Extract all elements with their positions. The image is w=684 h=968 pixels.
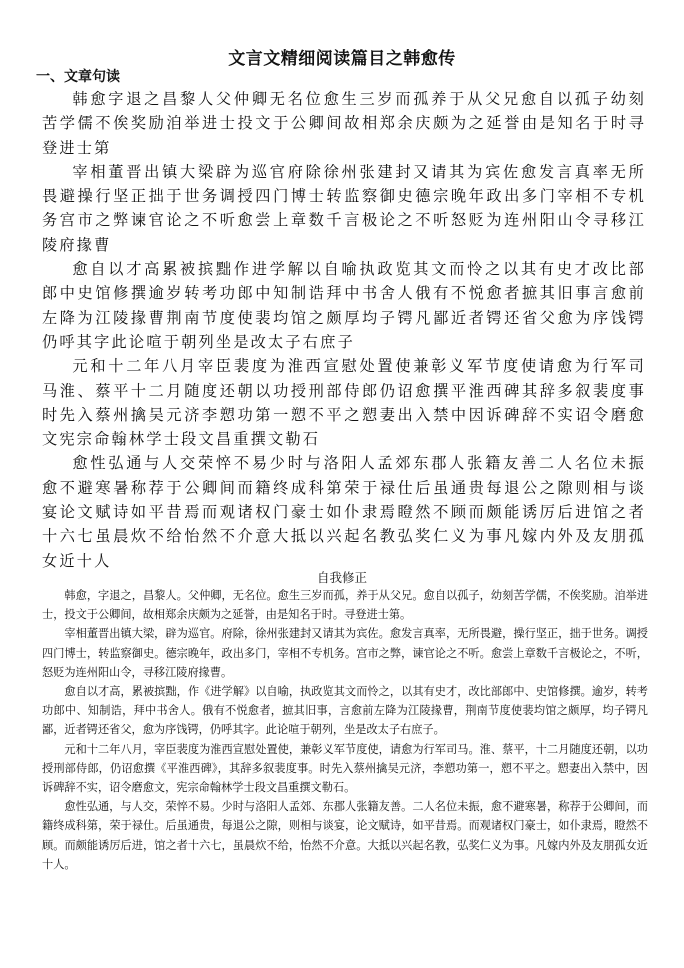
punctuated-paragraph: 韩愈，字退之，昌黎人。父仲卿，无名位。愈生三岁而孤，养于从父兄。愈自以孤子，幼刻苦学儒，不俟奖励。洎举进士，投文于公卿间，故相郑余庆颇为之延誉，由是知名于时。寻登进士第。 bbox=[42, 589, 648, 622]
punctuated-paragraph: 元和十二年八月，宰臣裴度为淮西宣慰处置使，兼彰义军节度使，请愈为行军司马。淮、蔡平，十二月随度还朝，以功授刑部侍郎，仍诏愈撰《平淮西碑》，其辞多叙裴度事。时先入蔡州擒吴元济，李愬功第一，愬不平之。愬妻出入禁中，因诉碑辞不实，诏令磨愈文，宪宗命翰林学士段文昌重撰文勒石。 bbox=[42, 742, 648, 795]
subsection-title: 自我修正 bbox=[316, 570, 367, 585]
unpunctuated-paragraph: 愈自以才高累被摈黜作进学解以自喻执政览其文而怜之以其有史才改比部郎中史馆修撰逾岁转考功郎中知制诰拜中书舍人俄有不悦愈者摭其旧事言愈前左降为江陵掾曹荆南节度使裴均馆之颇厚均子锷凡鄙近者锷还省父愈为序饯锷仍呼其字此论喧于朝列坐是改太子右庶子 bbox=[42, 260, 646, 351]
unpunctuated-paragraph: 愈性弘通与人交荣悴不易少时与洛阳人孟郊东郡人张籍友善二人名位未振愈不避寒暑称荐于公卿间而籍终成科第荣于禄仕后虽通贵每退公之隙则相与谈宴论文赋诗如平昔焉而观诸权门豪士如仆隶焉瞪然不顾而颇能诱厉后进馆之者十六七虽晨炊不给怡然不介意大抵以兴起名教弘奖仁义为事凡嫁内外及友朋孤女近十人 bbox=[42, 454, 646, 570]
punctuated-paragraph: 宰相董晋出镇大梁，辟为巡官。府除，徐州张建封又请其为宾佐。愈发言真率，无所畏避，操行坚正，拙于世务。调授四门博士，转监察御史。德宗晚年，政出多门，宰相不专机务。宫市之弊，谏官论之不听。愈尝上章数千言极论之，不听，怒贬为连州阳山令，寻移江陵府掾曹。 bbox=[42, 627, 648, 679]
unpunctuated-paragraph: 元和十二年八月宰臣裴度为淮西宣慰处置使兼彰义军节度使请愈为行军司马淮、蔡平十二月随度还朝以功授刑部侍郎仍诏愈撰平淮西碑其辞多叙裴度事时先入蔡州擒吴元济李愬功第一愬不平之愬妻出入禁中因诉碑辞不实诏令磨愈文宪宗命翰林学士段文昌重撰文勒石 bbox=[42, 357, 646, 449]
unpunctuated-text-block bbox=[42, 87, 646, 573]
unpunctuated-paragraph: 宰相董晋出镇大梁辟为巡官府除徐州张建封又请其为宾佐愈发言真率无所畏避操行坚正拙于世务调授四门博士转监察御史德宗晚年政出多门宰相不专机务宫市之弊谏官论之不听愈尝上章数千言极论之不听怒贬为连州阳山令寻移江陵府掾曹 bbox=[42, 162, 646, 254]
punctuated-paragraph: 愈自以才高，累被摈黜，作《进学解》以自喻，执政览其文而怜之，以其有史才，改比部郎中、史馆修撰。逾岁，转考功郎中、知制诰，拜中书舍人。俄有不悦愈者，摭其旧事，言愈前左降为江陵掾曹，荆南节度使裴均馆之颇厚，均子锷凡鄙，近者锷还省父，愈为序饯锷，仍呼其字。此论喧于朝列，坐是改太子右庶子。 bbox=[42, 685, 648, 737]
unpunctuated-paragraph: 韩愈字退之昌黎人父仲卿无名位愈生三岁而孤养于从父兄愈自以孤子幼刻苦学儒不俟奖励洎举进士投文于公卿间故相郑余庆颇为之延誉由是知名于时寻登进士第 bbox=[42, 90, 646, 157]
section-heading: 一、文章句读 bbox=[36, 69, 120, 85]
punctuated-text-block bbox=[42, 586, 648, 874]
document-title: 文言文精细阅读篇目之韩愈传 bbox=[228, 49, 456, 69]
punctuated-paragraph: 愈性弘通，与人交，荣悴不易。少时与洛阳人孟郊、东郡人张籍友善。二人名位未振，愈不避寒暑，称荐于公卿间，而籍终成科第，荣于禄仕。后虽通贵，每退公之隙，则相与谈宴，论文赋诗，如平昔焉。而观诸权门豪士，如仆隶焉，瞪然不顾。而颇能诱厉后进，馆之者十六七，虽晨炊不给，怡然不介意。大抵以兴起名教，弘奖仁义为事。凡嫁内外及友朋孤女近十人。 bbox=[42, 800, 648, 871]
